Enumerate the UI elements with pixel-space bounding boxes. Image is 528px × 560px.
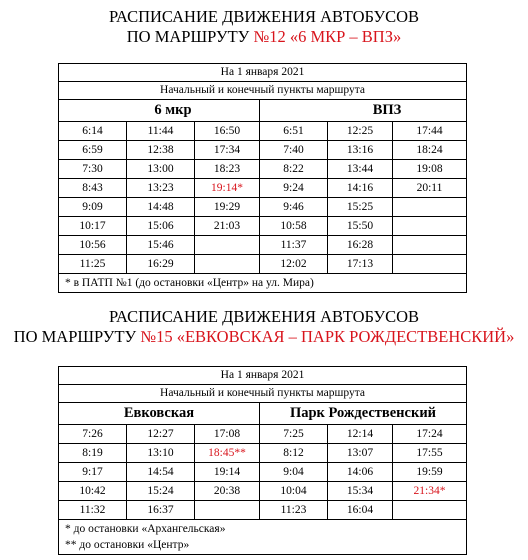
route12-table-row [59, 141, 467, 160]
route12-time-cell: 11:44 [127, 122, 195, 141]
route12-title-line2 [0, 27, 528, 47]
route15-table-row [59, 425, 467, 444]
route15-stop-left: Евковская [59, 403, 260, 425]
route15-title-line1: РАСПИСАНИЕ ДВИЖЕНИЯ АВТОБУСОВ [108, 307, 420, 326]
route12-time-cell: 16:29 [127, 255, 195, 274]
route12-route-name: №12 «6 МКР – ВПЗ» [253, 27, 402, 46]
route15-time-cell: 11:23 [260, 501, 328, 520]
route15-time-cell: 9:04 [260, 463, 328, 482]
route12-time-cell: 12:25 [328, 122, 393, 141]
route12-time-cell: 14:16 [328, 179, 393, 198]
route15-table-row [59, 444, 467, 463]
route12-stop-left: 6 мкр [59, 100, 260, 122]
route15-time-cell: 18:45** [195, 444, 260, 463]
route15-time-cell: 10:42 [59, 482, 127, 501]
route15-time-cell: 17:55 [393, 444, 467, 463]
route15-time-cell: 7:25 [260, 425, 328, 444]
route15-time-cell: 15:24 [127, 482, 195, 501]
route15-footnote-2: ** до остановки «Центр» [65, 539, 190, 551]
route15-time-cell: 12:27 [127, 425, 195, 444]
route15-stop-right: Парк Рождественский [260, 403, 467, 425]
route12-table-row [59, 198, 467, 217]
route15-time-cell: 10:04 [260, 482, 328, 501]
route15-time-cell: 20:38 [195, 482, 260, 501]
route12-time-cell [393, 236, 467, 255]
route12-time-cell: 6:51 [260, 122, 328, 141]
route12-title [0, 7, 528, 47]
route15-time-cell: 16:04 [328, 501, 393, 520]
route15-time-cell: 17:24 [393, 425, 467, 444]
route12-points-label: Начальный и конечный пункты маршрута [59, 82, 467, 100]
route12-time-cell: 14:48 [127, 198, 195, 217]
route12-time-cell: 10:56 [59, 236, 127, 255]
route12-time-cell: 9:09 [59, 198, 127, 217]
route12-time-cell: 15:50 [328, 217, 393, 236]
route12-time-cell: 11:37 [260, 236, 328, 255]
route15-time-cell: 9:17 [59, 463, 127, 482]
route12-time-cell: 16:28 [328, 236, 393, 255]
route12-time-cell: 6:14 [59, 122, 127, 141]
route12-table-row [59, 217, 467, 236]
route12-date: На 1 января 2021 [59, 64, 467, 82]
route15-schedule-table [58, 366, 467, 555]
route12-time-cell: 18:24 [393, 141, 467, 160]
route12-time-cell: 17:44 [393, 122, 467, 141]
route15-time-cell: 16:37 [127, 501, 195, 520]
route12-time-cell: 13:16 [328, 141, 393, 160]
route12-title-line1: РАСПИСАНИЕ ДВИЖЕНИЯ АВТОБУСОВ [108, 7, 420, 26]
route12-time-cell: 20:11 [393, 179, 467, 198]
route12-time-cell [195, 236, 260, 255]
route15-table-row [59, 463, 467, 482]
route12-time-cell: 11:25 [59, 255, 127, 274]
route15-time-cell: 14:06 [328, 463, 393, 482]
route12-stop-right: ВПЗ [260, 100, 467, 122]
route15-table-row [59, 501, 467, 520]
route12-time-cell: 10:58 [260, 217, 328, 236]
route15-time-cell: 12:14 [328, 425, 393, 444]
route15-time-cell: 7:26 [59, 425, 127, 444]
route15-title-prefix: ПО МАРШРУТУ [13, 327, 141, 346]
route12-time-cell: 8:43 [59, 179, 127, 198]
route12-times [59, 122, 467, 274]
route15-time-cell: 15:34 [328, 482, 393, 501]
route12-table-row [59, 255, 467, 274]
route15-title-line2 [0, 327, 528, 347]
route12-time-cell: 6:59 [59, 141, 127, 160]
route12-time-cell: 19:29 [195, 198, 260, 217]
route15-time-cell: 13:10 [127, 444, 195, 463]
route12-time-cell: 7:40 [260, 141, 328, 160]
route12-time-cell: 13:44 [328, 160, 393, 179]
route15-points-label: Начальный и конечный пункты маршрута [59, 385, 467, 403]
route12-time-cell: 15:46 [127, 236, 195, 255]
route15-route-name: №15 «ЕВКОВСКАЯ – ПАРК РОЖДЕСТВЕНСКИЙ» [140, 327, 515, 346]
route12-time-cell [393, 198, 467, 217]
route12-time-cell [393, 255, 467, 274]
route12-time-cell: 19:08 [393, 160, 467, 179]
route12-time-cell: 17:34 [195, 141, 260, 160]
route12-time-cell: 12:02 [260, 255, 328, 274]
route15-time-cell: 19:14 [195, 463, 260, 482]
route12-time-cell: 10:17 [59, 217, 127, 236]
route12-time-cell: 21:03 [195, 217, 260, 236]
route12-time-cell [393, 217, 467, 236]
route12-time-cell: 18:23 [195, 160, 260, 179]
route12-time-cell: 16:50 [195, 122, 260, 141]
route12-time-cell: 8:22 [260, 160, 328, 179]
route15-time-cell: 8:19 [59, 444, 127, 463]
route12-table-row [59, 236, 467, 255]
route15-footnotes [59, 520, 467, 555]
route12-time-cell: 15:25 [328, 198, 393, 217]
route15-time-cell: 19:59 [393, 463, 467, 482]
route12-time-cell: 13:00 [127, 160, 195, 179]
route12-time-cell: 9:46 [260, 198, 328, 217]
route15-times [59, 425, 467, 520]
route12-time-cell: 7:30 [59, 160, 127, 179]
route12-time-cell [195, 255, 260, 274]
route12-time-cell: 9:24 [260, 179, 328, 198]
route12-table-row [59, 179, 467, 198]
route15-time-cell [195, 501, 260, 520]
route12-time-cell: 13:23 [127, 179, 195, 198]
route15-time-cell: 13:07 [328, 444, 393, 463]
route15-time-cell: 14:54 [127, 463, 195, 482]
route12-time-cell: 15:06 [127, 217, 195, 236]
route15-footnote-1: * до остановки «Архангельская» [65, 523, 226, 535]
route15-title [0, 307, 528, 347]
route15-time-cell: 17:08 [195, 425, 260, 444]
route15-time-cell: 11:32 [59, 501, 127, 520]
route15-time-cell: 21:34* [393, 482, 467, 501]
route15-time-cell [393, 501, 467, 520]
route12-footnote: * в ПАТП №1 (до остановки «Центр» на ул. Мира) [59, 274, 467, 293]
route15-time-cell: 8:12 [260, 444, 328, 463]
route12-time-cell: 12:38 [127, 141, 195, 160]
route12-table-row [59, 122, 467, 141]
route12-table-row [59, 160, 467, 179]
route15-table-row [59, 482, 467, 501]
route15-date: На 1 января 2021 [59, 367, 467, 385]
route12-time-cell: 19:14* [195, 179, 260, 198]
route12-schedule-table [58, 63, 467, 293]
route12-title-prefix: ПО МАРШРУТУ [126, 27, 254, 46]
route12-time-cell: 17:13 [328, 255, 393, 274]
